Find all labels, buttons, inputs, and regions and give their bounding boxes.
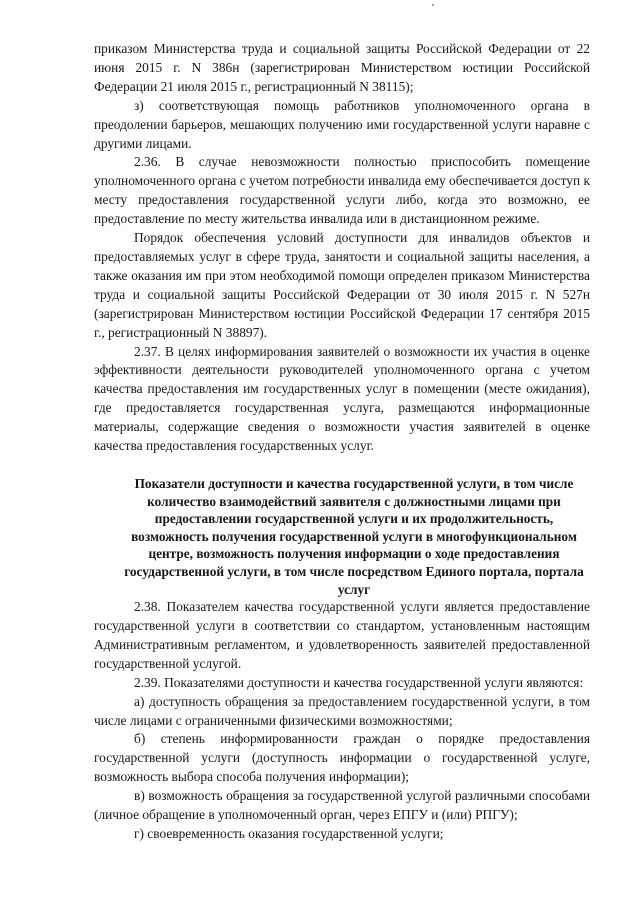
paragraph-2-37: 2.37. В целях информирования заявителей о возможности их участия в оценке эффективности деятельности руководителей уполномоченного органа с учетом качества предоставления им государственных услуг в помещении (месте ожидания), где предоставляется государственная услуга, размещаются информационные материалы, содержащие сведения о возможности участия заявителей в оценке качества предоставления государственных услуг. <box>94 343 590 454</box>
scan-speck <box>432 4 434 6</box>
paragraph-2-38: 2.38. Показателем качества государственной услуги является предоставление государственной услуги в соответствии со стандартом, установленным настоящим Административным регламентом, и удовлетворенность заявителей предоставленной государственной услугой. <box>94 599 590 671</box>
list-item-g: г) своевременность оказания государственной услуги; <box>134 825 444 841</box>
list-item-v: в) возможность обращения за государственной услугой различными способами (личное обращение в уполномоченный орган, через ЕПГУ и (или) РПГУ); <box>94 788 590 823</box>
paragraph-order-386n: приказом Министерства труда и социальной защиты Российской Федерации от 22 июня 2015 г. N 386н (зарегистрирован Министерством юстиции Российской Федерации 21 июля 2015 г., регистрационный N 38115); <box>94 41 590 94</box>
paragraph-accessibility-procedure: Порядок обеспечения условий доступности для инвалидов объектов и предоставляемых услуг в сфере труда, занятости и социальной защиты населения, а также оказания им при этом необходимой помощи определен приказом Министерства труда и социальной защиты Российской Федерации от 30 июля 2015 г. N 527н (зарегистрирован Министерством юстиции Российской Федерации 17 сентября 2015 г., регистрационный N 38897). <box>94 230 590 340</box>
paragraph-2-36: 2.36. В случае невозможности полностью приспособить помещение уполномоченного органа с учетом потребности инвалида ему обеспечивается доступ к месту предоставления государственной услуги либо, когда это возможно, ее предоставление по месту жительства инвалида или в дистанционном режиме. <box>94 154 590 227</box>
paragraph-2-39: 2.39. Показателями доступности и качества государственной услуги являются: <box>134 674 584 690</box>
list-item-a: а) доступность обращения за предоставлением государственной услуги, в том числе лицами с ограниченными физическими возможностями; <box>94 693 590 728</box>
section-heading: Показатели доступности и качества государственной услуги, в том числе количество взаимодействий заявителя с должностными лицами при предоставлении государственной услуги и их продолжительность, возможность получения государственной услуги в многофункциональном центре, возможность получения информации о ходе предоставления государственной услуги, в том числе посредством Единого портала, портала услуг <box>124 475 584 597</box>
paragraph-assistance-z: з) соответствующая помощь работников уполномоченного органа в преодолении барьеров, мешающих получению ими государственной услуги наравне с другими лицами. <box>94 97 590 151</box>
list-item-b: б) степень информированности граждан о порядке предоставления государственной услуги (доступность информации о государственной услуге, возможность выбора способа получения информации); <box>94 731 590 785</box>
